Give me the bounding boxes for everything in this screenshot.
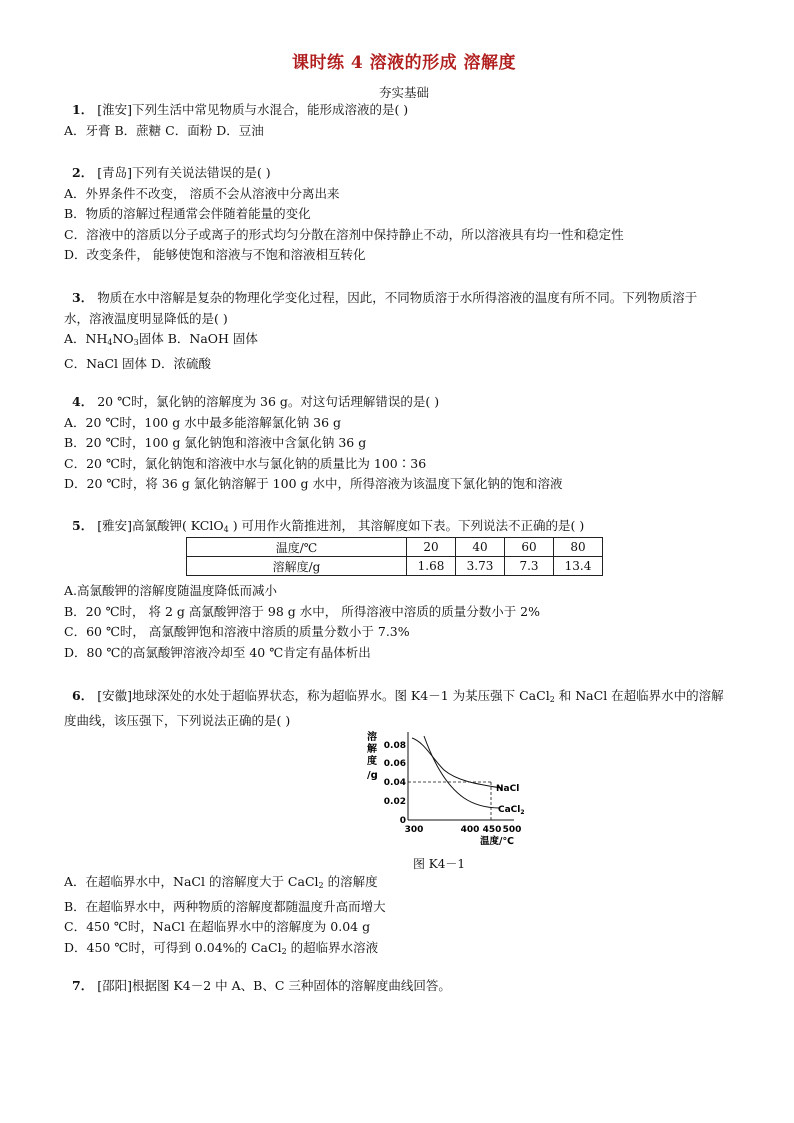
question-4-option-c: C．20 ℃时，氯化钠饱和溶液中水与氯化钠的质量比为 100∶36 [64,455,427,471]
question-1 [64,100,744,141]
question-2 [64,163,744,266]
cacl2-label: CaCl$_2$ [498,805,525,816]
figure-xtick: 300 [404,825,424,835]
question-5-options [64,581,744,663]
table-cell: 80 [554,538,603,557]
question-2-stem: 2． [青岛]下列有关说法错误的是( ) [72,165,271,180]
question-2-option-b: B．物质的溶解过程通常会伴随着能量的变化 [64,206,311,221]
question-5-option-a: A.高氯酸钾的溶解度随温度降低而减小 [64,583,278,598]
figure-ytick: 0.06 [383,759,406,769]
cacl2-curve [424,736,500,808]
figure-xlabel: 温度/℃ [480,836,514,847]
figure-ylabel: 度 [367,756,377,767]
question-1-options: A．牙膏 B．蔗糖 C．面粉 D．豆油 [64,122,264,138]
question-3-stem-cont: 水，溶液温度明显降低的是( ) [64,310,228,326]
question-4-stem: 4． 20 ℃时，氯化钠的溶解度为 36 g。对这句话理解错误的是( ) [72,394,440,409]
table-row [187,538,603,557]
question-3-options-ab: A．$NH_4NO_3$固体 B．NaOH 固体 [64,331,258,347]
figure-ylabel: /g [367,770,378,781]
question-2-option-a: A．外界条件不改变， 溶质不会从溶液中分离出来 [64,185,340,201]
question-6-options [64,872,744,962]
question-5-option-d: D．80 ℃的高氯酸钾溶液冷却至 40 ℃肯定有晶体析出 [64,644,371,660]
table-cell: 40 [456,538,505,557]
table-cell: 7.3 [505,557,554,576]
page-title: 课时练 4 溶液的形成 溶解度 [291,53,517,73]
figure-ytick: 0.04 [383,778,406,788]
question-2-option-d: D．改变条件， 能够使饱和溶液与不饱和溶液相互转化 [64,247,366,262]
question-3-options-cd: C．NaCl 固体 D．浓硫酸 [64,355,211,371]
table-cell: 20 [407,538,456,557]
question-4-option-a: A．20 ℃时，100 g 水中最多能溶解氯化钠 36 g [64,414,342,430]
question-6-option-b: B．在超临界水中，两种物质的溶解度都随温度升高而增大 [64,898,386,914]
table-header-temperature: 温度/℃ [187,538,407,557]
question-3 [64,288,744,374]
figure-xtick: 450 [482,825,502,835]
table-cell: 13.4 [554,557,603,576]
table-row [187,557,603,576]
question-7 [64,976,744,997]
figure-ytick: 0 [399,816,406,826]
table-cell: 60 [505,538,554,557]
question-6-option-d: D．450 ℃时，可得到 0.04%的 CaCl$_2$ 的超临界水溶液 [64,939,379,956]
question-6-stem-cont: 度曲线，该压强下，下列说法正确的是( ) [64,712,291,728]
nacl-curve [412,738,502,788]
question-1-stem: 1． [淮安]下列生活中常见物质与水混合，能形成溶液的是( ) [72,102,409,117]
question-3-stem: 3． 物质在水中溶解是复杂的物理化学变化过程，因此，不同物质溶于水所得溶液的温度有所不同。下列物质溶于 [72,290,698,305]
question-4-option-b: B．20 ℃时，100 g 氯化钠饱和溶液中含氯化钠 36 g [64,435,367,450]
figure-ytick: 0.02 [383,797,406,807]
question-5-stem: 5． [雅安]高氯酸钾( KClO$_4$ ) 可用作火箭推进剂， 其溶解度如下表。下列说法不正确的是( ) [72,518,585,534]
figure-xtick: 500 [502,825,522,835]
question-4-option-d: D．20 ℃时，将 36 g 氯化钠溶解于 100 g 水中，所得溶液为该温度下氯化钠的饱和溶液 [64,476,563,491]
question-4 [64,392,744,495]
table-header-solubility: 溶解度/g [187,557,407,576]
question-2-option-c: C．溶液中的溶质以分子或离子的形式均匀分散在溶剂中保持静止不动，所以溶液具有均一性和稳定性 [64,226,624,242]
question-7-stem: 7． [邵阳]根据图 K4－2 中 A、B、C 三种固体的溶解度曲线回答。 [72,978,451,993]
solubility-curve-figure [364,728,524,856]
solubility-table [186,537,603,576]
question-6-stem: 6． [安徽]地球深处的水处于超临界状态，称为超临界水。图 K4－1 为某压强下 CaCl$_2$ 和 NaCl 在超临界水中的溶解 [72,688,724,704]
question-5-option-c: C．60 ℃时， 高氯酸钾饱和溶液中溶质的质量分数小于 7.3% [64,624,410,639]
nacl-label: NaCl [496,784,520,794]
figure-xtick: 400 [460,825,480,835]
question-5-option-b: B．20 ℃时， 将 2 g 高氯酸钾溶于 98 g 水中， 所得溶液中溶质的质量分数小于 2% [64,603,541,619]
section-subtitle: 夯实基础 [378,85,429,100]
question-6-option-c: C．450 ℃时，NaCl 在超临界水中的溶解度为 0.04 g [64,919,371,934]
figure-ylabel: 解 [367,744,377,755]
question-6-option-a: A．在超临界水中，NaCl 的溶解度大于 CaCl$_2$ 的溶解度 [64,874,378,890]
question-6 [64,686,744,731]
figure-ylabel: 溶 [367,732,377,743]
figure-ytick: 0.08 [383,741,406,751]
table-cell: 3.73 [456,557,505,576]
figure-caption: 图 K4－1 [412,857,466,871]
table-cell: 1.68 [407,557,456,576]
